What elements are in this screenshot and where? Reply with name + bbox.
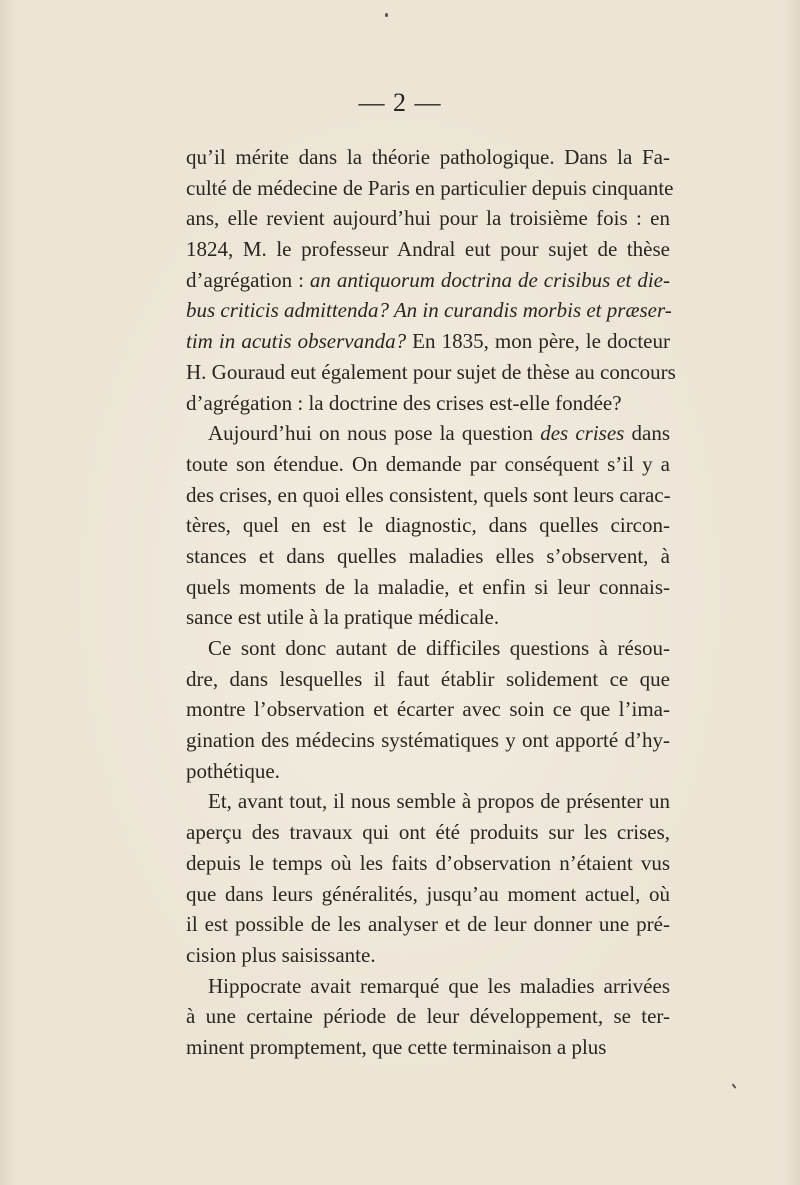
text-line	[186, 694, 670, 725]
text-line	[186, 940, 670, 971]
text-segment: à une certaine période de leur développement, se ter-	[186, 1004, 670, 1029]
text-line	[186, 786, 670, 817]
text-line	[186, 572, 670, 603]
text-segment: minent promptement, que cette terminaison a plus	[186, 1034, 607, 1059]
text-segment: que dans leurs généralités, jusqu’au moment actuel, où	[186, 881, 670, 906]
text-segment: ans, elle revient aujourd’hui pour la troisième fois : en	[186, 206, 670, 231]
ink-speck	[731, 1083, 736, 1089]
text-line	[186, 142, 670, 173]
ink-speck	[385, 13, 388, 17]
text-line	[186, 971, 670, 1002]
text-segment: Et, avant tout, il nous semble à propos de présenter un	[208, 789, 670, 814]
text-segment: d’agrégation : la doctrine des crises est-elle fondée?	[186, 390, 622, 415]
text-line	[186, 203, 670, 234]
text-line	[186, 510, 670, 541]
text-line	[186, 480, 670, 511]
text-segment: cision plus saisissante.	[186, 942, 376, 967]
italic-text: bus criticis admittenda? An in curandis morbis et præser-	[186, 298, 672, 323]
text-segment: des crises, en quoi elles consistent, quels sont leurs carac-	[186, 482, 671, 507]
text-line	[186, 234, 670, 265]
text-line	[186, 326, 670, 357]
text-segment: stances et dans quelles maladies elles s’observent, à	[186, 543, 670, 568]
text-line	[186, 756, 670, 787]
text-segment: toute son étendue. On demande par conséquent s’il y a	[186, 451, 670, 476]
text-line	[186, 725, 670, 756]
text-segment: En 1835, mon père, le docteur	[406, 329, 670, 354]
text-segment: d’agrégation :	[186, 267, 310, 292]
text-line	[186, 173, 674, 204]
text-segment: il est possible de les analyser et de leur donner une pré-	[186, 912, 670, 937]
text-line	[186, 418, 670, 449]
italic-text: an antiquorum doctrina de crisibus et die-	[309, 267, 670, 292]
text-line	[186, 541, 670, 572]
text-segment: aperçu des travaux qui ont été produits sur les crises,	[186, 820, 670, 845]
text-line	[186, 388, 670, 419]
text-line	[186, 295, 670, 326]
text-line	[186, 265, 670, 296]
italic-text: des crises	[540, 421, 625, 446]
text-line	[186, 449, 670, 480]
text-segment: dans	[624, 421, 670, 446]
text-line	[186, 1032, 670, 1063]
text-line	[186, 664, 670, 695]
page-number: — 2 —	[358, 88, 442, 117]
text-segment: quels moments de la maladie, et enfin si leur connais-	[186, 574, 670, 599]
text-segment: pothétique.	[186, 758, 280, 783]
text-line	[186, 817, 670, 848]
text-line	[186, 848, 670, 879]
text-line	[186, 1001, 670, 1032]
text-line	[186, 602, 670, 633]
text-segment: montre l’observation et écarter avec soin ce que l’ima-	[186, 697, 670, 722]
text-segment: dre, dans lesquelles il faut établir solidement ce que	[186, 666, 670, 691]
text-segment: Ce sont donc autant de difficiles questions à résou-	[208, 636, 670, 660]
text-segment: tères, quel en est le diagnostic, dans quelles circon-	[186, 513, 670, 538]
body-text	[186, 142, 676, 1063]
text-segment: gination des médecins systématiques y ont apporté d’hy-	[186, 728, 670, 753]
text-line	[186, 357, 676, 388]
text-segment: Hippocrate avait remarqué que les maladies arrivées	[208, 973, 670, 998]
text-segment: 1824, M. le professeur Andral eut pour sujet de thèse	[186, 237, 670, 262]
italic-text: tim in acutis observanda?	[186, 329, 407, 354]
text-line	[186, 909, 670, 940]
text-line	[186, 633, 670, 664]
text-segment: culté de médecine de Paris en particulier depuis cinquante	[186, 175, 674, 200]
text-line	[186, 879, 670, 910]
text-segment: sance est utile à la pratique médicale.	[186, 605, 500, 630]
text-segment: depuis le temps où les faits d’observation n’étaient vus	[186, 850, 670, 875]
text-segment: H. Gouraud eut également pour sujet de thèse au concours	[186, 359, 676, 384]
text-segment: Aujourd’hui on nous pose la question	[208, 421, 541, 446]
text-segment: qu’il mérite dans la théorie pathologique. Dans la Fa-	[186, 145, 670, 169]
